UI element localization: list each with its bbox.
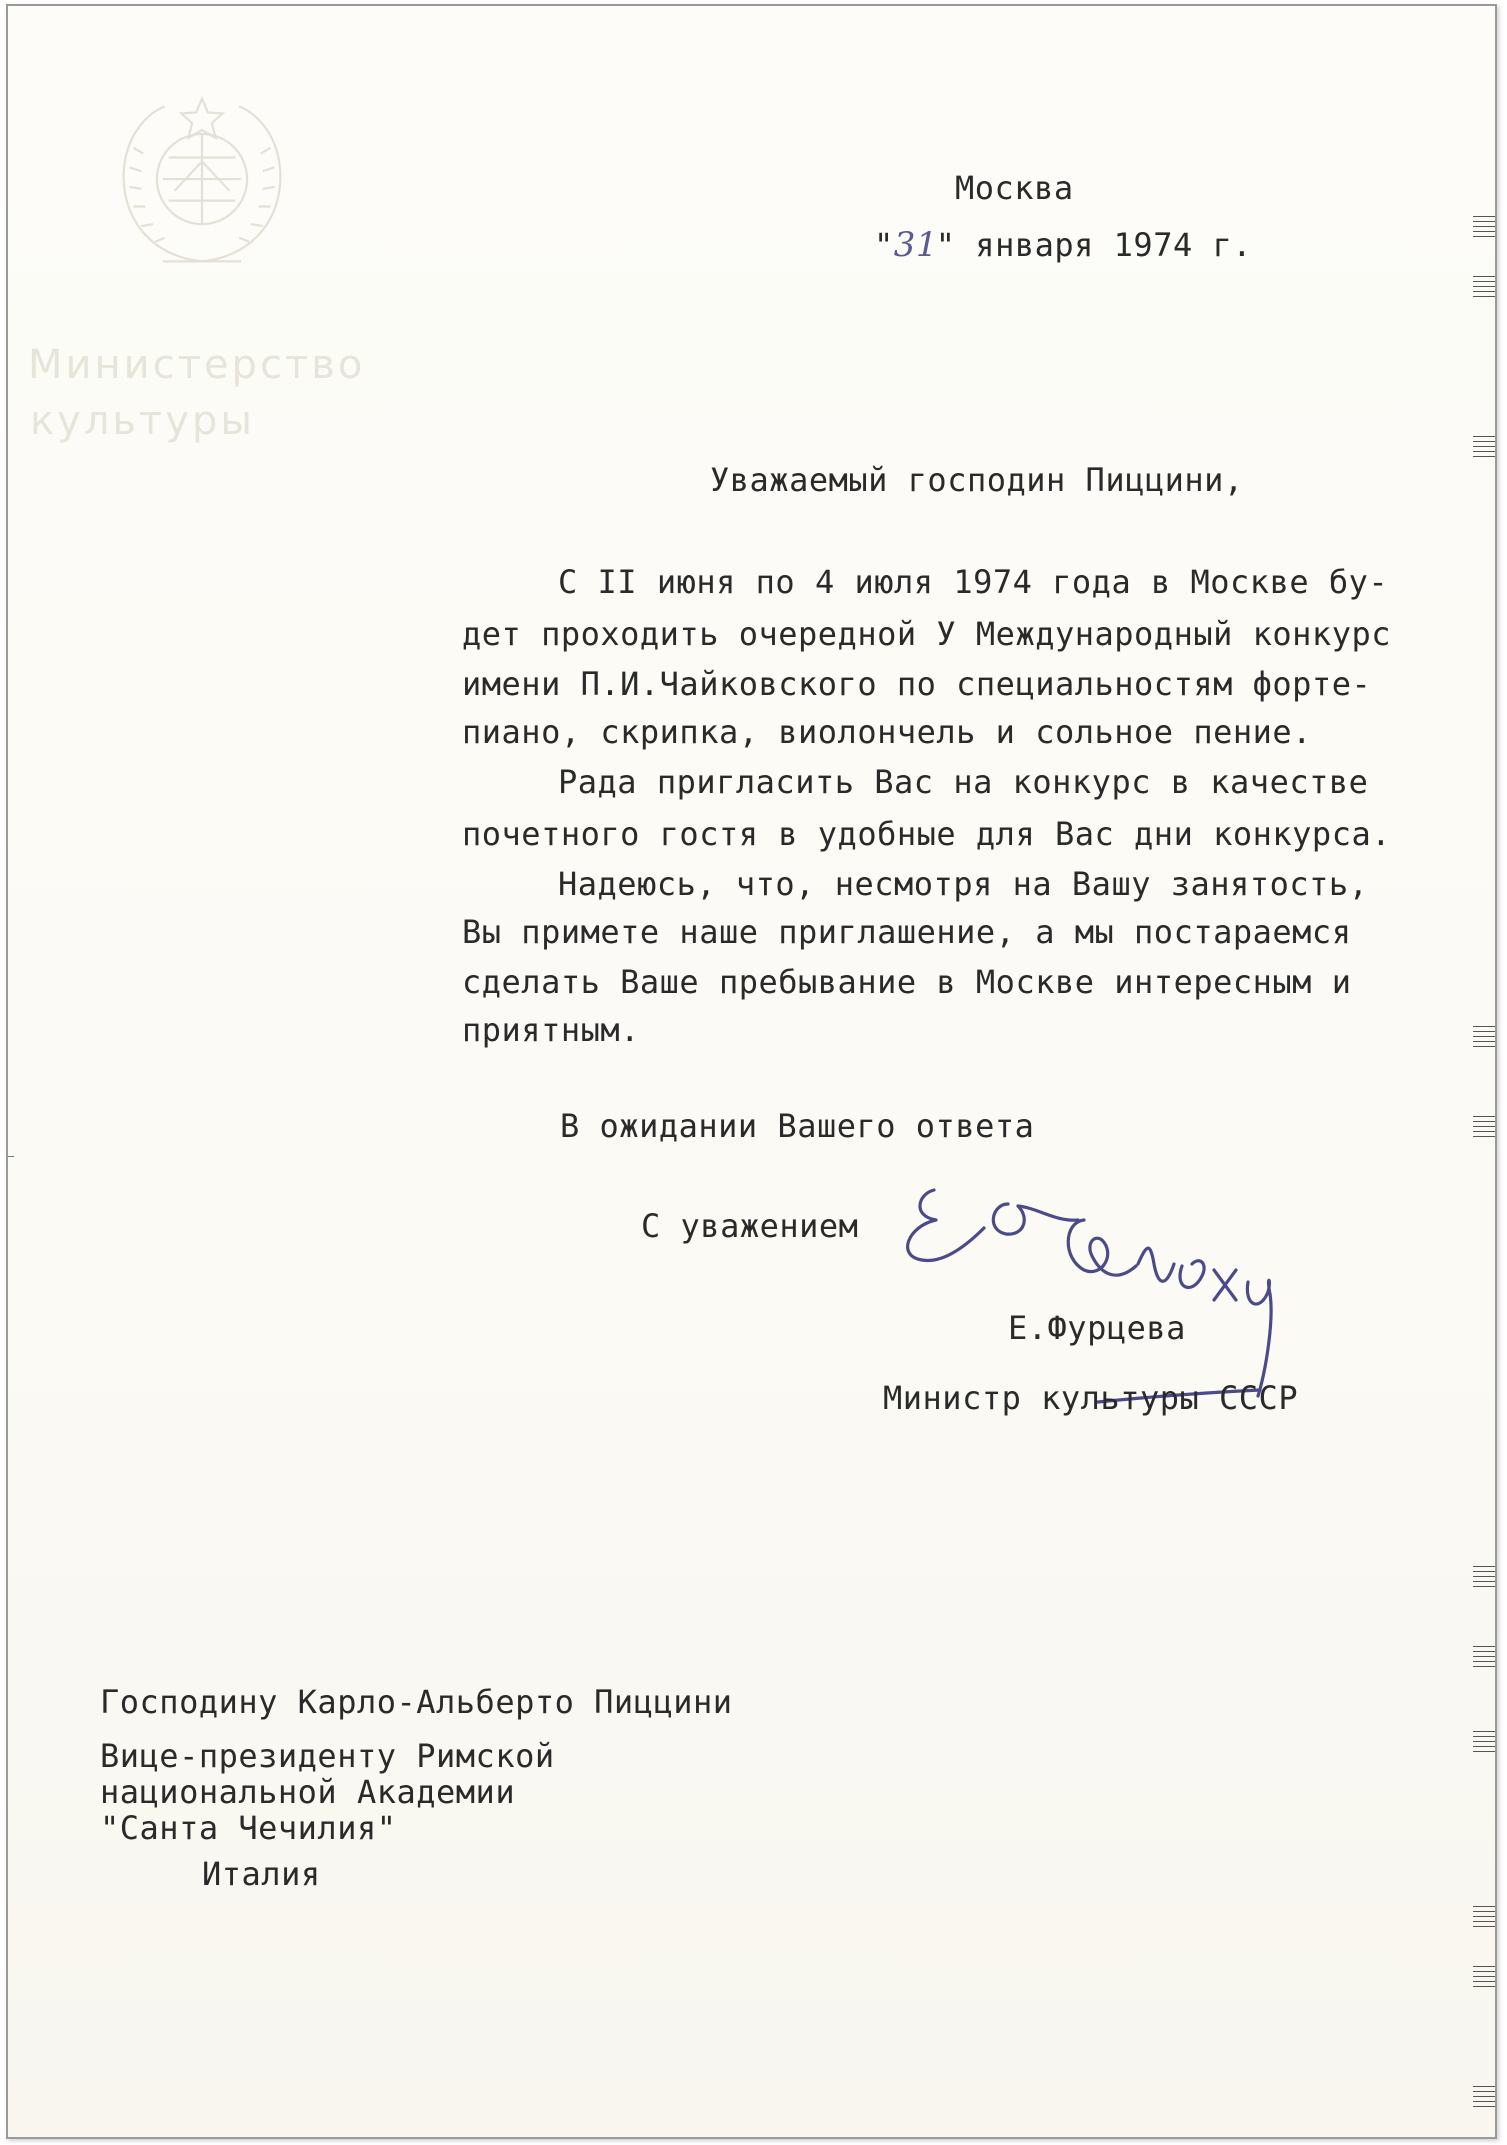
scan-tick xyxy=(1473,441,1495,442)
addressee-line: Господину Карло-Альберто Пиццини xyxy=(100,1683,733,1721)
body-line: Рада пригласить Вас на конкурс в качестве xyxy=(558,763,1369,801)
scan-tick xyxy=(1473,2106,1495,2107)
scan-tick xyxy=(1473,1646,1495,1647)
scan-tick xyxy=(1473,1656,1495,1657)
closing-line: В ожидании Вашего ответа xyxy=(560,1107,1035,1145)
scan-tick xyxy=(1473,281,1495,282)
addressee-country: Италия xyxy=(202,1855,321,1893)
scan-tick xyxy=(1473,1986,1495,1987)
fold-mark xyxy=(8,1156,14,1157)
scan-tick xyxy=(1473,1741,1495,1742)
scan-tick xyxy=(1473,231,1495,232)
handwritten-signature xyxy=(888,1174,1388,1414)
scan-tick xyxy=(1473,1126,1495,1127)
scan-tick xyxy=(1473,1121,1495,1122)
scan-tick xyxy=(1473,1966,1495,1967)
scan-tick xyxy=(1473,1131,1495,1132)
scan-tick xyxy=(1473,1046,1495,1047)
body-line: приятным. xyxy=(462,1011,640,1049)
body-line: Вы примете наше приглашение, а мы постараемся xyxy=(462,913,1352,951)
scan-tick xyxy=(1473,1906,1495,1907)
scan-tick xyxy=(1473,1036,1495,1037)
scan-tick xyxy=(1473,1031,1495,1032)
body-line: Надеюсь, что, несмотря на Вашу занятость, xyxy=(558,865,1369,903)
scan-tick xyxy=(1473,1916,1495,1917)
scan-tick xyxy=(1473,216,1495,217)
addressee-line: национальной Академии xyxy=(100,1773,516,1811)
city: Москва xyxy=(955,169,1074,207)
body-line: сделать Ваше пребывание в Москве интересным и xyxy=(462,963,1352,1001)
scan-edge-marks xyxy=(1465,6,1495,2137)
addressee-line: "Санта Чечилия" xyxy=(100,1809,397,1847)
ussr-state-emblem-icon xyxy=(104,88,300,276)
scan-tick xyxy=(1473,1746,1495,1747)
scan-tick xyxy=(1473,276,1495,277)
date-prefix: " xyxy=(874,226,894,264)
body-line: С II июня по 4 июля 1974 года в Москве бу- xyxy=(558,563,1389,601)
scan-tick xyxy=(1473,221,1495,222)
body-line: дет проходить очередной У Международный конкурс xyxy=(462,615,1391,653)
date-suffix: " января 1974 г. xyxy=(935,226,1253,264)
scan-tick xyxy=(1473,1921,1495,1922)
signer-name: Е.Фурцева xyxy=(1008,1309,1186,1347)
scan-tick xyxy=(1473,1576,1495,1577)
scan-tick xyxy=(1473,1661,1495,1662)
body-line: почетного гостя в удобные для Вас дни конкурса. xyxy=(462,815,1391,853)
scan-tick xyxy=(1473,1581,1495,1582)
date-line xyxy=(874,225,1253,265)
addressee-line: Вице-президенту Римской xyxy=(100,1737,555,1775)
scan-tick xyxy=(1473,1736,1495,1737)
scan-tick xyxy=(1473,2091,1495,2092)
scan-tick xyxy=(1473,2101,1495,2102)
scan-tick xyxy=(1473,1571,1495,1572)
date-day: 31 xyxy=(893,225,939,265)
scan-tick xyxy=(1473,1041,1495,1042)
letterhead-line: культуры xyxy=(30,398,255,444)
scan-tick xyxy=(1473,1566,1495,1567)
signer-title: Министр культуры СССР xyxy=(883,1379,1299,1417)
scan-tick xyxy=(1473,446,1495,447)
scan-tick xyxy=(1473,1116,1495,1117)
scan-tick xyxy=(1473,2086,1495,2087)
salutation: Уважаемый господин Пиццини, xyxy=(710,461,1244,499)
letter-page xyxy=(6,4,1497,2139)
scan-tick xyxy=(1473,1026,1495,1027)
scan-tick xyxy=(1473,226,1495,227)
body-line: пиано, скрипка, виолончель и сольное пение. xyxy=(462,713,1312,751)
letterhead-line: Министерство xyxy=(28,342,366,388)
scan-tick xyxy=(1473,1651,1495,1652)
scan-tick xyxy=(1473,2096,1495,2097)
scan-tick xyxy=(1473,286,1495,287)
scan-tick xyxy=(1473,1586,1495,1587)
scan-tick xyxy=(1473,1911,1495,1912)
scan-tick xyxy=(1473,1981,1495,1982)
scan-tick xyxy=(1473,236,1495,237)
scan-tick xyxy=(1473,1666,1495,1667)
scan-tick xyxy=(1473,451,1495,452)
scan-tick xyxy=(1473,1976,1495,1977)
scan-tick xyxy=(1473,1971,1495,1972)
scan-tick xyxy=(1473,291,1495,292)
scan-tick xyxy=(1473,456,1495,457)
scan-tick xyxy=(1473,436,1495,437)
scan-tick xyxy=(1473,296,1495,297)
scan-tick xyxy=(1473,1136,1495,1137)
scan-tick xyxy=(1473,1926,1495,1927)
closing-regards: С уважением xyxy=(641,1207,859,1245)
scan-tick xyxy=(1473,1751,1495,1752)
body-line: имени П.И.Чайковского по специальностям форте- xyxy=(462,665,1372,703)
scan-tick xyxy=(1473,1731,1495,1732)
